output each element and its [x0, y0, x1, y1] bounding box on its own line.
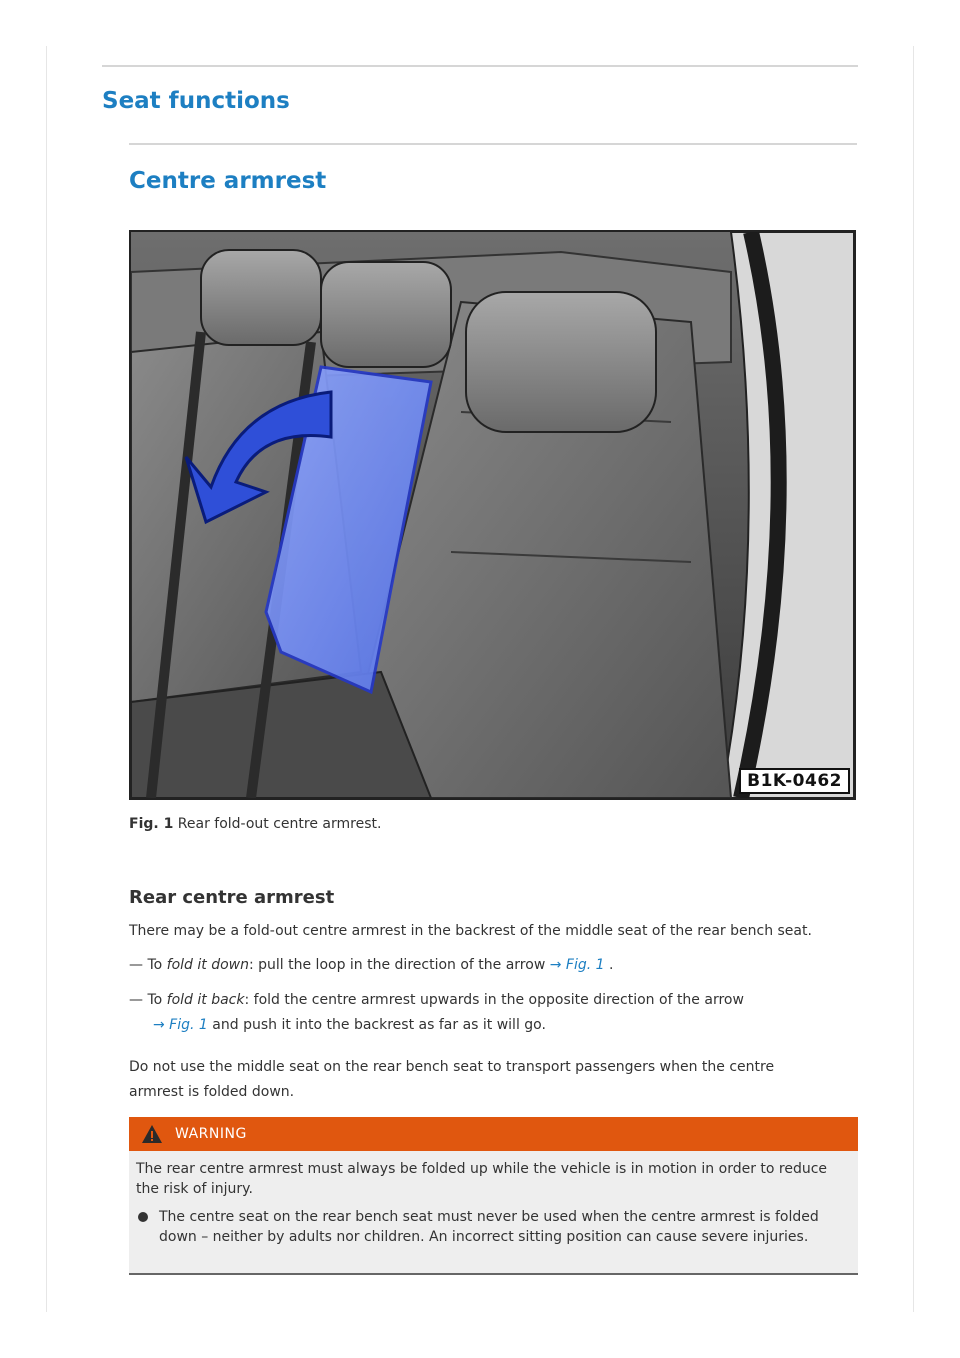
step1-emphasis: fold it down	[166, 957, 249, 973]
step2-suffix: and push it into the backrest as far as it will go.	[207, 1017, 546, 1033]
step2-prefix: — To	[129, 992, 167, 1008]
step1-suffix: .	[604, 957, 614, 973]
warning-box	[129, 1117, 858, 1275]
warning-triangle-icon	[141, 1124, 163, 1144]
warning-label: WARNING	[175, 1126, 247, 1142]
section-title: Seat functions	[102, 88, 290, 114]
page-frame-left	[46, 46, 47, 1312]
note-line-1: Do not use the middle seat on the rear bench seat to transport passengers when the centre	[129, 1059, 775, 1075]
caption-text: Rear fold-out centre armrest.	[173, 816, 382, 832]
figure-code: B1K-0462	[739, 768, 850, 794]
armrest-figure	[129, 230, 856, 800]
note-line-2: armrest is folded down.	[129, 1084, 295, 1100]
step2-emphasis: fold it back	[166, 992, 245, 1008]
step1-prefix: — To	[129, 957, 167, 973]
step1-fig-link[interactable]: → Fig. 1	[549, 957, 605, 973]
section-divider	[129, 143, 857, 145]
step-fold-back	[129, 988, 744, 1012]
warning-text: The rear centre armrest must always be folded up while the vehicle is in motion in order to reduce the risk of injury.	[136, 1161, 828, 1197]
caption-label: Fig. 1	[129, 816, 174, 832]
sub-heading: Rear centre armrest	[129, 887, 335, 908]
intro-paragraph: There may be a fold-out centre armrest in the backrest of the middle seat of the rear bench seat.	[129, 923, 812, 939]
step1-text: : pull the loop in the direction of the arrow	[248, 957, 550, 973]
step2-fig-link[interactable]: → Fig. 1	[153, 1017, 208, 1033]
warning-header	[129, 1117, 858, 1151]
step-fold-down	[129, 953, 613, 977]
figure-caption	[129, 816, 381, 832]
rear-seat-illustration	[131, 232, 854, 798]
step2-text: : fold the centre armrest upwards in the opposite direction of the arrow	[244, 992, 744, 1008]
step-fold-back-cont	[153, 1013, 546, 1037]
top-divider	[102, 65, 858, 67]
page-frame-right	[913, 46, 914, 1312]
topic-title: Centre armrest	[129, 168, 327, 194]
warning-bullet	[159, 1207, 839, 1247]
bullet-dot	[138, 1212, 148, 1222]
warning-bullet-text: The centre seat on the rear bench seat must never be used when the centre armrest is folded down – neither by adults nor children. An incorrect sitting position can cause severe injuries.	[159, 1209, 819, 1245]
